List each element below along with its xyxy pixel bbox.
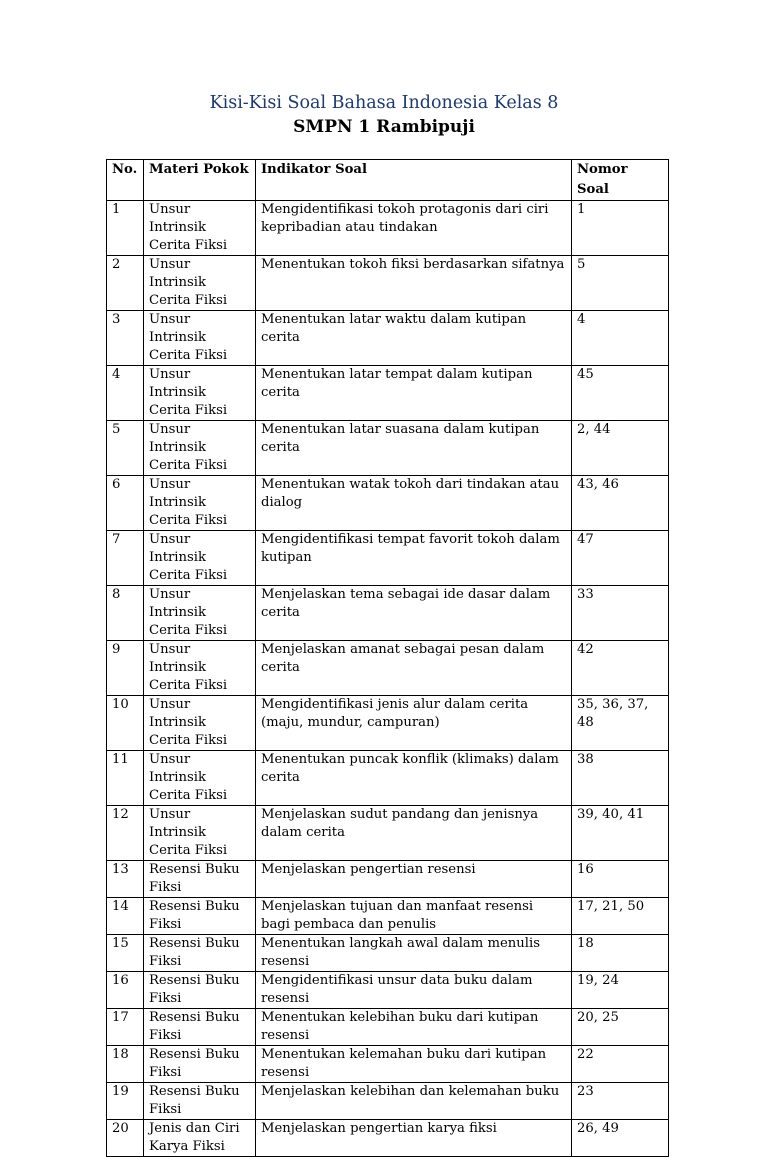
cell-no: 11 (107, 751, 144, 806)
cell-indikator-soal: Menjelaskan amanat sebagai pesan dalam cerita (256, 641, 572, 696)
cell-no: 12 (107, 806, 144, 861)
header-materi-pokok: Materi Pokok (144, 160, 256, 201)
table-row (107, 1009, 669, 1046)
cell-nomor-soal: 17, 21, 50 (572, 898, 669, 935)
table-row (107, 366, 669, 421)
cell-materi-pokok: Unsur Intrinsik Cerita Fiksi (144, 586, 256, 641)
table-row (107, 641, 669, 696)
cell-indikator-soal: Mengidentifikasi tokoh protagonis dari ciri kepribadian atau tindakan (256, 201, 572, 256)
cell-materi-pokok: Unsur Intrinsik Cerita Fiksi (144, 311, 256, 366)
cell-indikator-soal: Mengidentifikasi unsur data buku dalam resensi (256, 972, 572, 1009)
table-row (107, 1046, 669, 1083)
cell-indikator-soal: Menentukan kelemahan buku dari kutipan resensi (256, 1046, 572, 1083)
cell-nomor-soal: 23 (572, 1083, 669, 1120)
cell-materi-pokok: Unsur Intrinsik Cerita Fiksi (144, 201, 256, 256)
cell-materi-pokok: Resensi Buku Fiksi (144, 861, 256, 898)
cell-materi-pokok: Resensi Buku Fiksi (144, 1009, 256, 1046)
cell-no: 7 (107, 531, 144, 586)
cell-nomor-soal: 1 (572, 201, 669, 256)
table-row (107, 806, 669, 861)
cell-materi-pokok: Unsur Intrinsik Cerita Fiksi (144, 696, 256, 751)
header-nomor-soal: Nomor Soal (572, 160, 669, 201)
cell-indikator-soal: Mengidentifikasi tempat favorit tokoh dalam kutipan (256, 531, 572, 586)
cell-indikator-soal: Menentukan latar suasana dalam kutipan cerita (256, 421, 572, 476)
cell-nomor-soal: 2, 44 (572, 421, 669, 476)
table-row (107, 861, 669, 898)
cell-nomor-soal: 4 (572, 311, 669, 366)
table-row (107, 751, 669, 806)
table-row (107, 311, 669, 366)
cell-nomor-soal: 20, 25 (572, 1009, 669, 1046)
table-row (107, 256, 669, 311)
cell-indikator-soal: Menjelaskan kelebihan dan kelemahan buku (256, 1083, 572, 1120)
cell-no: 2 (107, 256, 144, 311)
cell-indikator-soal: Menentukan tokoh fiksi berdasarkan sifatnya (256, 256, 572, 311)
cell-materi-pokok: Resensi Buku Fiksi (144, 1046, 256, 1083)
cell-no: 8 (107, 586, 144, 641)
table-row (107, 972, 669, 1009)
cell-indikator-soal: Menjelaskan pengertian karya fiksi (256, 1120, 572, 1157)
document-title: Kisi-Kisi Soal Bahasa Indonesia Kelas 8 (209, 93, 559, 113)
table-row (107, 586, 669, 641)
cell-indikator-soal: Menentukan puncak konflik (klimaks) dalam cerita (256, 751, 572, 806)
cell-indikator-soal: Menjelaskan sudut pandang dan jenisnya dalam cerita (256, 806, 572, 861)
cell-nomor-soal: 39, 40, 41 (572, 806, 669, 861)
cell-no: 6 (107, 476, 144, 531)
table-row (107, 1083, 669, 1120)
header-indikator-soal: Indikator Soal (256, 160, 572, 201)
table-row (107, 531, 669, 586)
cell-no: 15 (107, 935, 144, 972)
cell-nomor-soal: 18 (572, 935, 669, 972)
cell-materi-pokok: Unsur Intrinsik Cerita Fiksi (144, 366, 256, 421)
cell-nomor-soal: 33 (572, 586, 669, 641)
cell-no: 3 (107, 311, 144, 366)
cell-materi-pokok: Unsur Intrinsik Cerita Fiksi (144, 641, 256, 696)
cell-materi-pokok: Unsur Intrinsik Cerita Fiksi (144, 806, 256, 861)
document-subtitle: SMPN 1 Rambipuji (293, 117, 475, 137)
cell-no: 9 (107, 641, 144, 696)
cell-no: 18 (107, 1046, 144, 1083)
header-no: No. (107, 160, 144, 201)
cell-indikator-soal: Menentukan kelebihan buku dari kutipan resensi (256, 1009, 572, 1046)
cell-indikator-soal: Menentukan watak tokoh dari tindakan atau dialog (256, 476, 572, 531)
cell-nomor-soal: 42 (572, 641, 669, 696)
cell-materi-pokok: Jenis dan Ciri Karya Fiksi (144, 1120, 256, 1157)
cell-indikator-soal: Menjelaskan tujuan dan manfaat resensi bagi pembaca dan penulis (256, 898, 572, 935)
cell-indikator-soal: Menjelaskan tema sebagai ide dasar dalam cerita (256, 586, 572, 641)
cell-materi-pokok: Unsur Intrinsik Cerita Fiksi (144, 476, 256, 531)
cell-no: 10 (107, 696, 144, 751)
cell-nomor-soal: 35, 36, 37, 48 (572, 696, 669, 751)
cell-materi-pokok: Unsur Intrinsik Cerita Fiksi (144, 751, 256, 806)
cell-no: 4 (107, 366, 144, 421)
cell-no: 5 (107, 421, 144, 476)
cell-materi-pokok: Resensi Buku Fiksi (144, 935, 256, 972)
table-row (107, 898, 669, 935)
cell-nomor-soal: 47 (572, 531, 669, 586)
cell-nomor-soal: 45 (572, 366, 669, 421)
cell-materi-pokok: Unsur Intrinsik Cerita Fiksi (144, 421, 256, 476)
table-row (107, 1120, 669, 1157)
cell-nomor-soal: 43, 46 (572, 476, 669, 531)
cell-no: 20 (107, 1120, 144, 1157)
cell-no: 16 (107, 972, 144, 1009)
cell-indikator-soal: Mengidentifikasi jenis alur dalam cerita (maju, mundur, campuran) (256, 696, 572, 751)
cell-nomor-soal: 22 (572, 1046, 669, 1083)
table-row (107, 935, 669, 972)
cell-nomor-soal: 38 (572, 751, 669, 806)
cell-materi-pokok: Unsur Intrinsik Cerita Fiksi (144, 531, 256, 586)
table-row (107, 421, 669, 476)
table-body (107, 201, 669, 1157)
cell-no: 14 (107, 898, 144, 935)
table-row (107, 476, 669, 531)
cell-nomor-soal: 26, 49 (572, 1120, 669, 1157)
cell-indikator-soal: Menentukan latar tempat dalam kutipan cerita (256, 366, 572, 421)
cell-materi-pokok: Resensi Buku Fiksi (144, 972, 256, 1009)
cell-materi-pokok: Resensi Buku Fiksi (144, 898, 256, 935)
cell-nomor-soal: 5 (572, 256, 669, 311)
cell-no: 1 (107, 201, 144, 256)
cell-no: 17 (107, 1009, 144, 1046)
cell-indikator-soal: Menentukan langkah awal dalam menulis resensi (256, 935, 572, 972)
kisi-kisi-table (106, 159, 669, 1157)
cell-nomor-soal: 16 (572, 861, 669, 898)
cell-no: 19 (107, 1083, 144, 1120)
cell-nomor-soal: 19, 24 (572, 972, 669, 1009)
cell-materi-pokok: Resensi Buku Fiksi (144, 1083, 256, 1120)
table-header-row (107, 160, 669, 201)
cell-indikator-soal: Menjelaskan pengertian resensi (256, 861, 572, 898)
table-row (107, 696, 669, 751)
table-row (107, 201, 669, 256)
cell-no: 13 (107, 861, 144, 898)
cell-indikator-soal: Menentukan latar waktu dalam kutipan cerita (256, 311, 572, 366)
cell-materi-pokok: Unsur Intrinsik Cerita Fiksi (144, 256, 256, 311)
